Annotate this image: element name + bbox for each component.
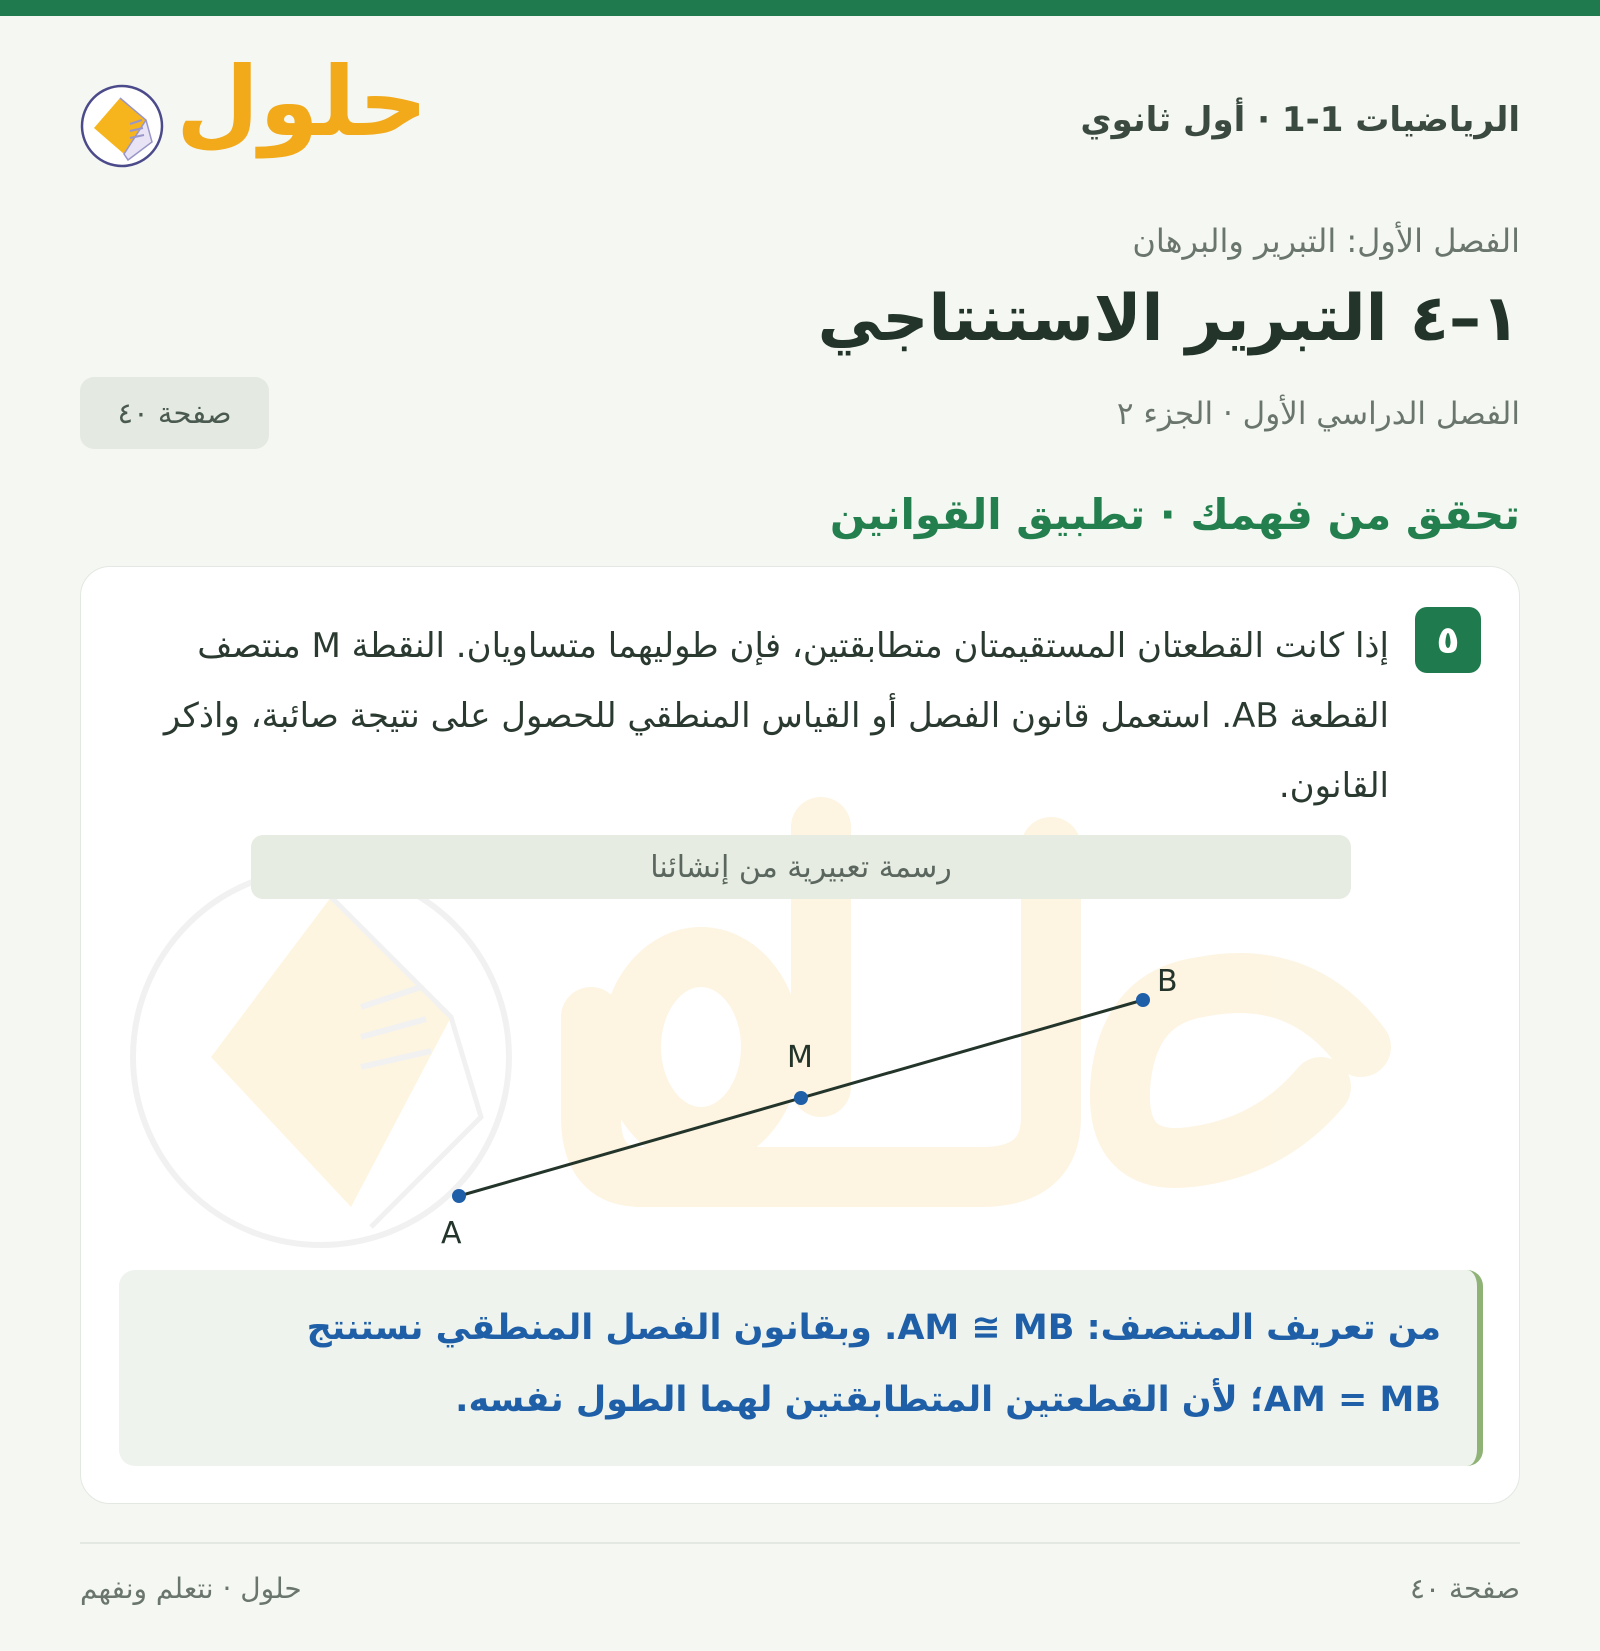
point-m-label: M xyxy=(787,1040,813,1075)
page-badge: صفحة ٤٠ xyxy=(80,377,269,449)
point-b-label: B xyxy=(1157,964,1178,999)
term-label: الفصل الدراسي الأول · الجزء ٢ xyxy=(1116,396,1520,432)
footer-page-number: صفحة ٤٠ xyxy=(1409,1572,1520,1605)
point-m-marker xyxy=(794,1091,808,1105)
question-number-badge: ٥ xyxy=(1415,607,1481,673)
segment-figure xyxy=(81,897,1520,1257)
lesson-title: ١–٤ التبرير الاستنتاجي xyxy=(817,282,1520,356)
subject-label: الرياضيات 1-1 · أول ثانوي xyxy=(1080,100,1520,140)
figure-caption: رسمة تعبيرية من إنشائنا xyxy=(251,835,1351,899)
chapter-label: الفصل الأول: التبرير والبرهان xyxy=(1132,222,1520,260)
section-title: تحقق من فهمك · تطبيق القوانين xyxy=(829,490,1520,539)
point-a-label: A xyxy=(441,1216,462,1251)
question-text: إذا كانت القطعتان المستقيمتان متطابقتين، فإن طوليهما متساويان. النقطة M منتصف القطعة AB. استعمل قانون الفصل أو القياس المنطقي للحصول على نتيجة صائبة، واذكر القانون. xyxy=(163,626,1389,806)
point-b-marker xyxy=(1136,993,1150,1007)
point-a-marker xyxy=(452,1189,466,1203)
logo[interactable] xyxy=(80,46,428,186)
question-card xyxy=(80,566,1520,1504)
logo-wordmark: حلول xyxy=(176,46,428,158)
page-header xyxy=(80,46,1520,186)
footer-brand: حلول · نتعلم ونفهم xyxy=(80,1572,302,1605)
footer-divider xyxy=(80,1542,1520,1544)
answer-box xyxy=(119,1270,1483,1466)
top-accent-bar xyxy=(0,0,1600,16)
answer-line-1: من تعريف المنتصف: AM ≅ MB. وبقانون الفصل المنطقي نستنتج xyxy=(306,1308,1441,1348)
book-emblem-icon xyxy=(80,84,170,174)
answer-line-2: AM = MB؛ لأن القطعتين المتطابقتين لهما الطول نفسه. xyxy=(455,1380,1441,1420)
